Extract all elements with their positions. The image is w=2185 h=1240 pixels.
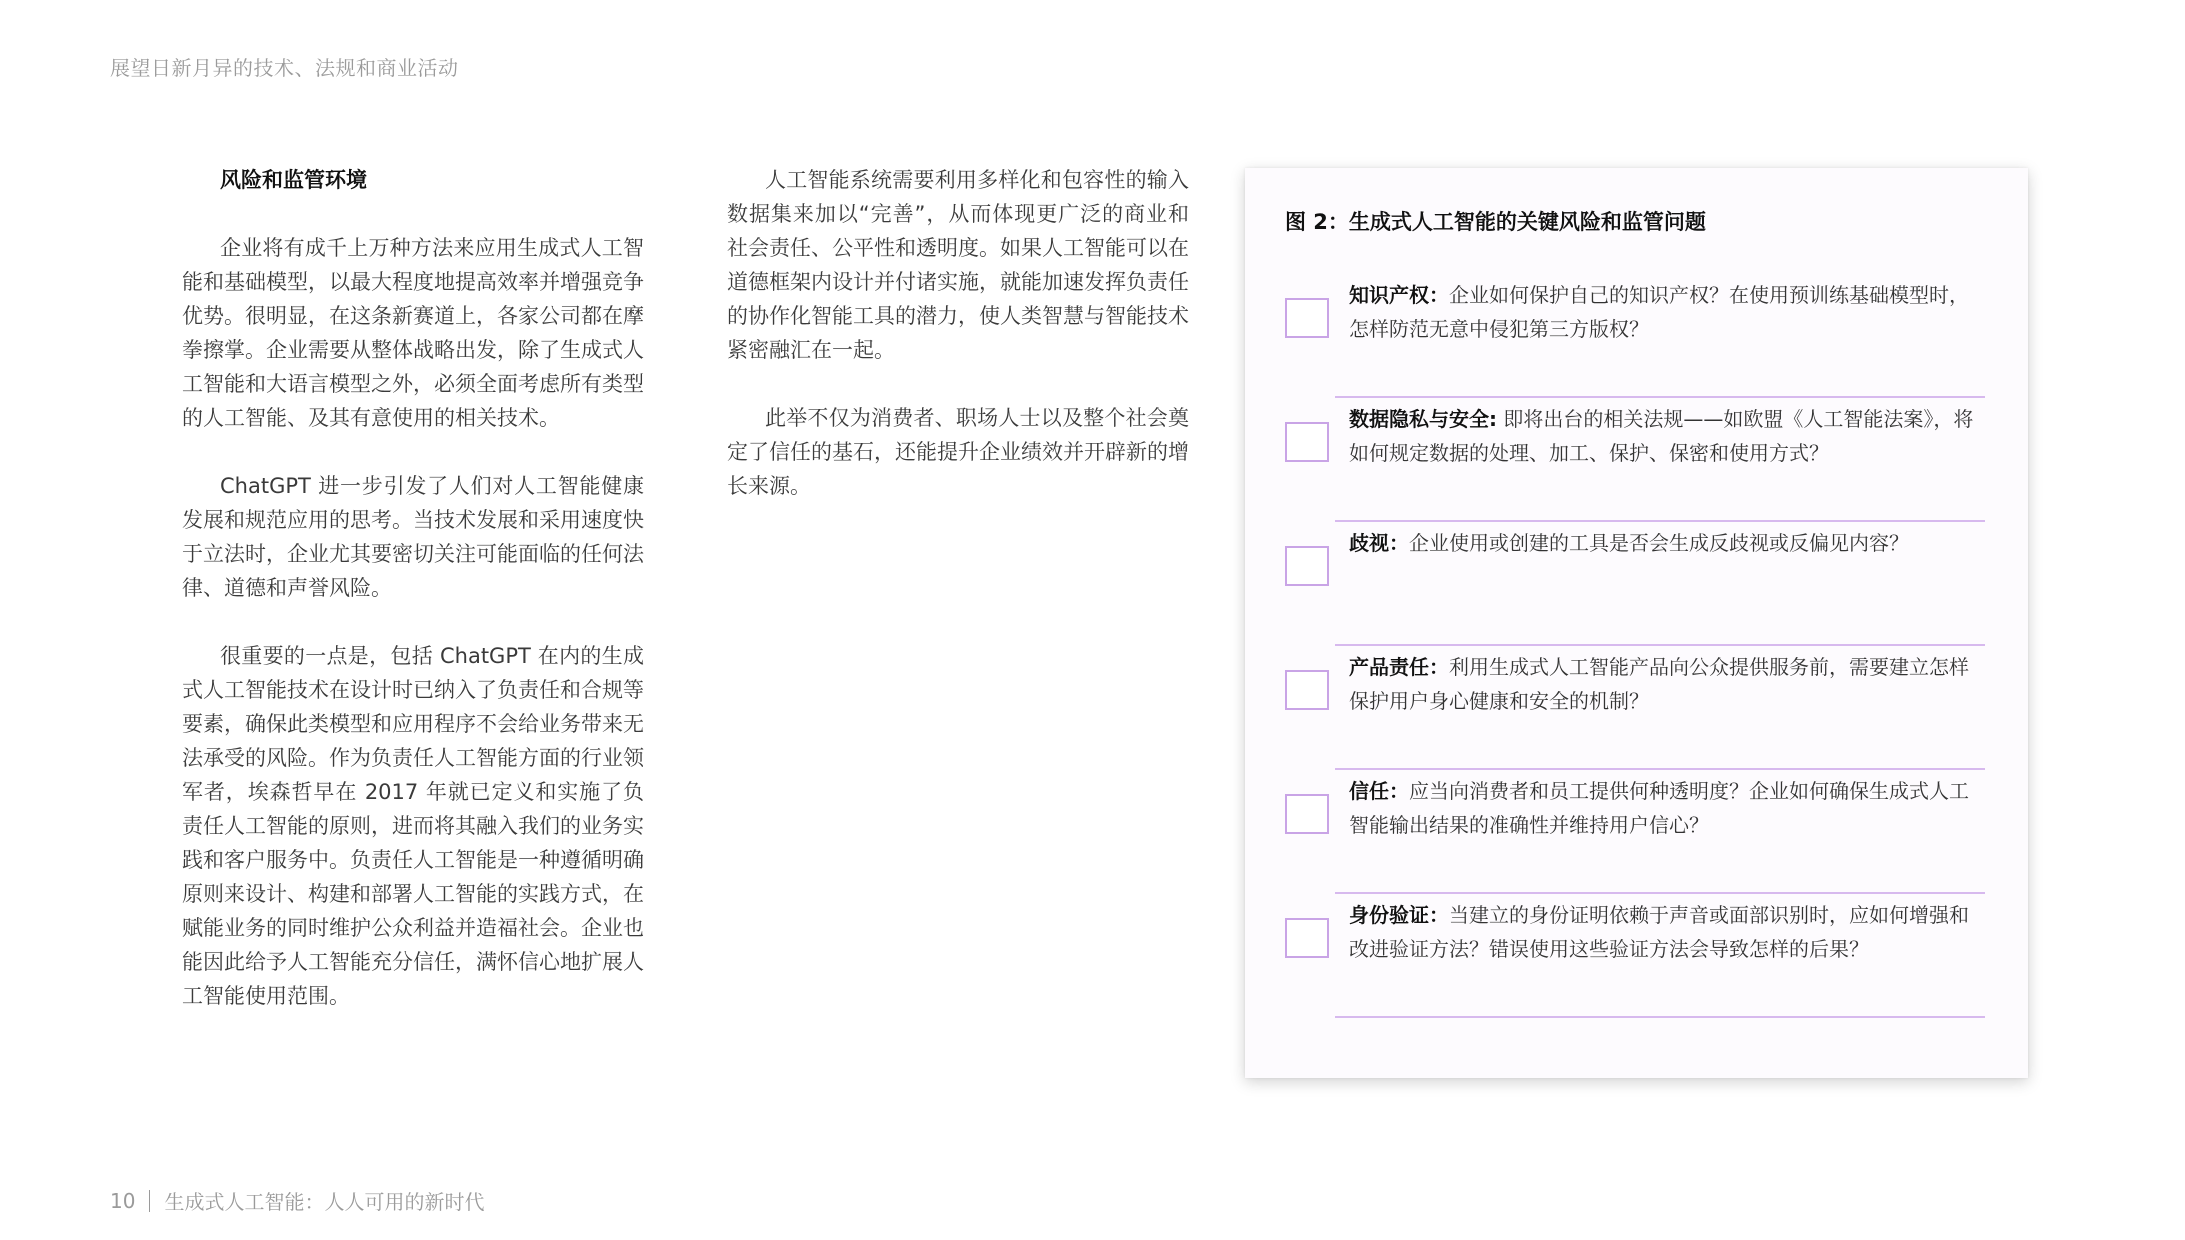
- risk-label: 产品责任：: [1349, 655, 1449, 679]
- running-header: 展望日新月异的技术、法规和商业活动: [110, 56, 459, 80]
- risk-item-identity-verification: [1285, 898, 1985, 1022]
- text-column-left: [182, 163, 644, 1047]
- risk-description: [1349, 278, 1974, 346]
- footer-title: 生成式人工智能：人人可用的新时代: [164, 1190, 485, 1214]
- risk-label: 数据隐私与安全:: [1349, 407, 1497, 431]
- checkbox-icon: [1285, 670, 1329, 710]
- paragraph: 此举不仅为消费者、职场人士以及整个社会奠定了信任的基石，还能提升企业绩效并开辟新的增长来源。: [727, 406, 1189, 498]
- risk-text: 利用生成式人工智能产品向公众提供服务前，需要建立怎样保护用户身心健康和安全的机制？: [1349, 655, 1969, 713]
- risk-text: 企业使用或创建的工具是否会生成反歧视或反偏见内容？: [1409, 531, 1909, 555]
- risk-item-discrimination: [1285, 526, 1985, 650]
- risk-description: [1349, 774, 1974, 842]
- risk-description: [1349, 402, 1974, 470]
- risk-text: 当建立的身份证明依赖于声音或面部识别时，应如何增强和改进验证方法？错误使用这些验证方法会导致怎样的后果？: [1349, 903, 1969, 961]
- divider: [1335, 520, 1985, 522]
- paragraph: 人工智能系统需要利用多样化和包容性的输入数据集来加以“完善”，从而体现更广泛的商业和社会责任、公平性和透明度。如果人工智能可以在道德框架内设计并付诸实施，就能加速发挥负责任的协作化智能工具的潜力，使人类智慧与智能技术紧密融汇在一起。: [727, 168, 1189, 362]
- checkbox-icon: [1285, 546, 1329, 586]
- risk-item-data-privacy: [1285, 402, 1985, 526]
- risk-label: 知识产权：: [1349, 283, 1449, 307]
- risk-text: 应当向消费者和员工提供何种透明度？企业如何确保生成式人工智能输出结果的准确性并维持用户信心？: [1349, 779, 1969, 837]
- risk-label: 歧视：: [1349, 531, 1409, 555]
- checkbox-icon: [1285, 918, 1329, 958]
- figure-card: [1245, 168, 2028, 1078]
- risk-description: [1349, 526, 1974, 560]
- divider: [1335, 644, 1985, 646]
- divider: [1335, 768, 1985, 770]
- risk-label: 信任：: [1349, 779, 1409, 803]
- checkbox-icon: [1285, 298, 1329, 338]
- risk-item-product-liability: [1285, 650, 1985, 774]
- checkbox-icon: [1285, 422, 1329, 462]
- risk-label: 身份验证：: [1349, 903, 1449, 927]
- footer-divider: [149, 1190, 150, 1212]
- paragraph: ChatGPT 进一步引发了人们对人工智能健康发展和规范应用的思考。当技术发展和采用速度快于立法时，企业尤其要密切关注可能面临的任何法律、道德和声誉风险。: [182, 474, 644, 600]
- divider: [1335, 396, 1985, 398]
- text-column-middle: [727, 163, 1189, 537]
- paragraph: 很重要的一点是，包括 ChatGPT 在内的生成式人工智能技术在设计时已纳入了负责任和合规等要素，确保此类模型和应用程序不会给业务带来无法承受的风险。作为负责任人工智能方面的行业领军者，埃森哲早在 2017 年就已定义和实施了负责任人工智能的原则，进而将其融入我们的业务实践和客户服务中。负责任人工智能是一种遵循明确原则来设计、构建和部署人工智能的实践方式，在赋能业务的同时维护公众利益并造福社会。企业也能因此给予人工智能充分信任，满怀信心地扩展人工智能使用范围。: [182, 644, 644, 1008]
- page-footer: [110, 1186, 484, 1215]
- checkbox-icon: [1285, 794, 1329, 834]
- page-number: 10: [110, 1188, 136, 1213]
- paragraph: 企业将有成千上万种方法来应用生成式人工智能和基础模型，以最大程度地提高效率并增强竞争优势。很明显，在这条新赛道上，各家公司都在摩拳擦掌。企业需要从整体战略出发，除了生成式人工智能和大语言模型之外，必须全面考虑所有类型的人工智能、及其有意使用的相关技术。: [182, 236, 644, 430]
- risk-item-trust: [1285, 774, 1985, 898]
- risk-description: [1349, 898, 1974, 966]
- risk-text: 企业如何保护自己的知识产权？在使用预训练基础模型时，怎样防范无意中侵犯第三方版权？: [1349, 283, 1969, 341]
- risk-description: [1349, 650, 1974, 718]
- risk-text: 即将出台的相关法规——如欧盟《人工智能法案》，将如何规定数据的处理、加工、保护、保密和使用方式？: [1349, 407, 1974, 465]
- divider: [1335, 1016, 1985, 1018]
- divider: [1335, 892, 1985, 894]
- risk-item-intellectual-property: [1285, 278, 1985, 402]
- section-heading: 风险和监管环境: [220, 168, 367, 192]
- figure-title: 图 2：生成式人工智能的关键风险和监管问题: [1285, 210, 1706, 234]
